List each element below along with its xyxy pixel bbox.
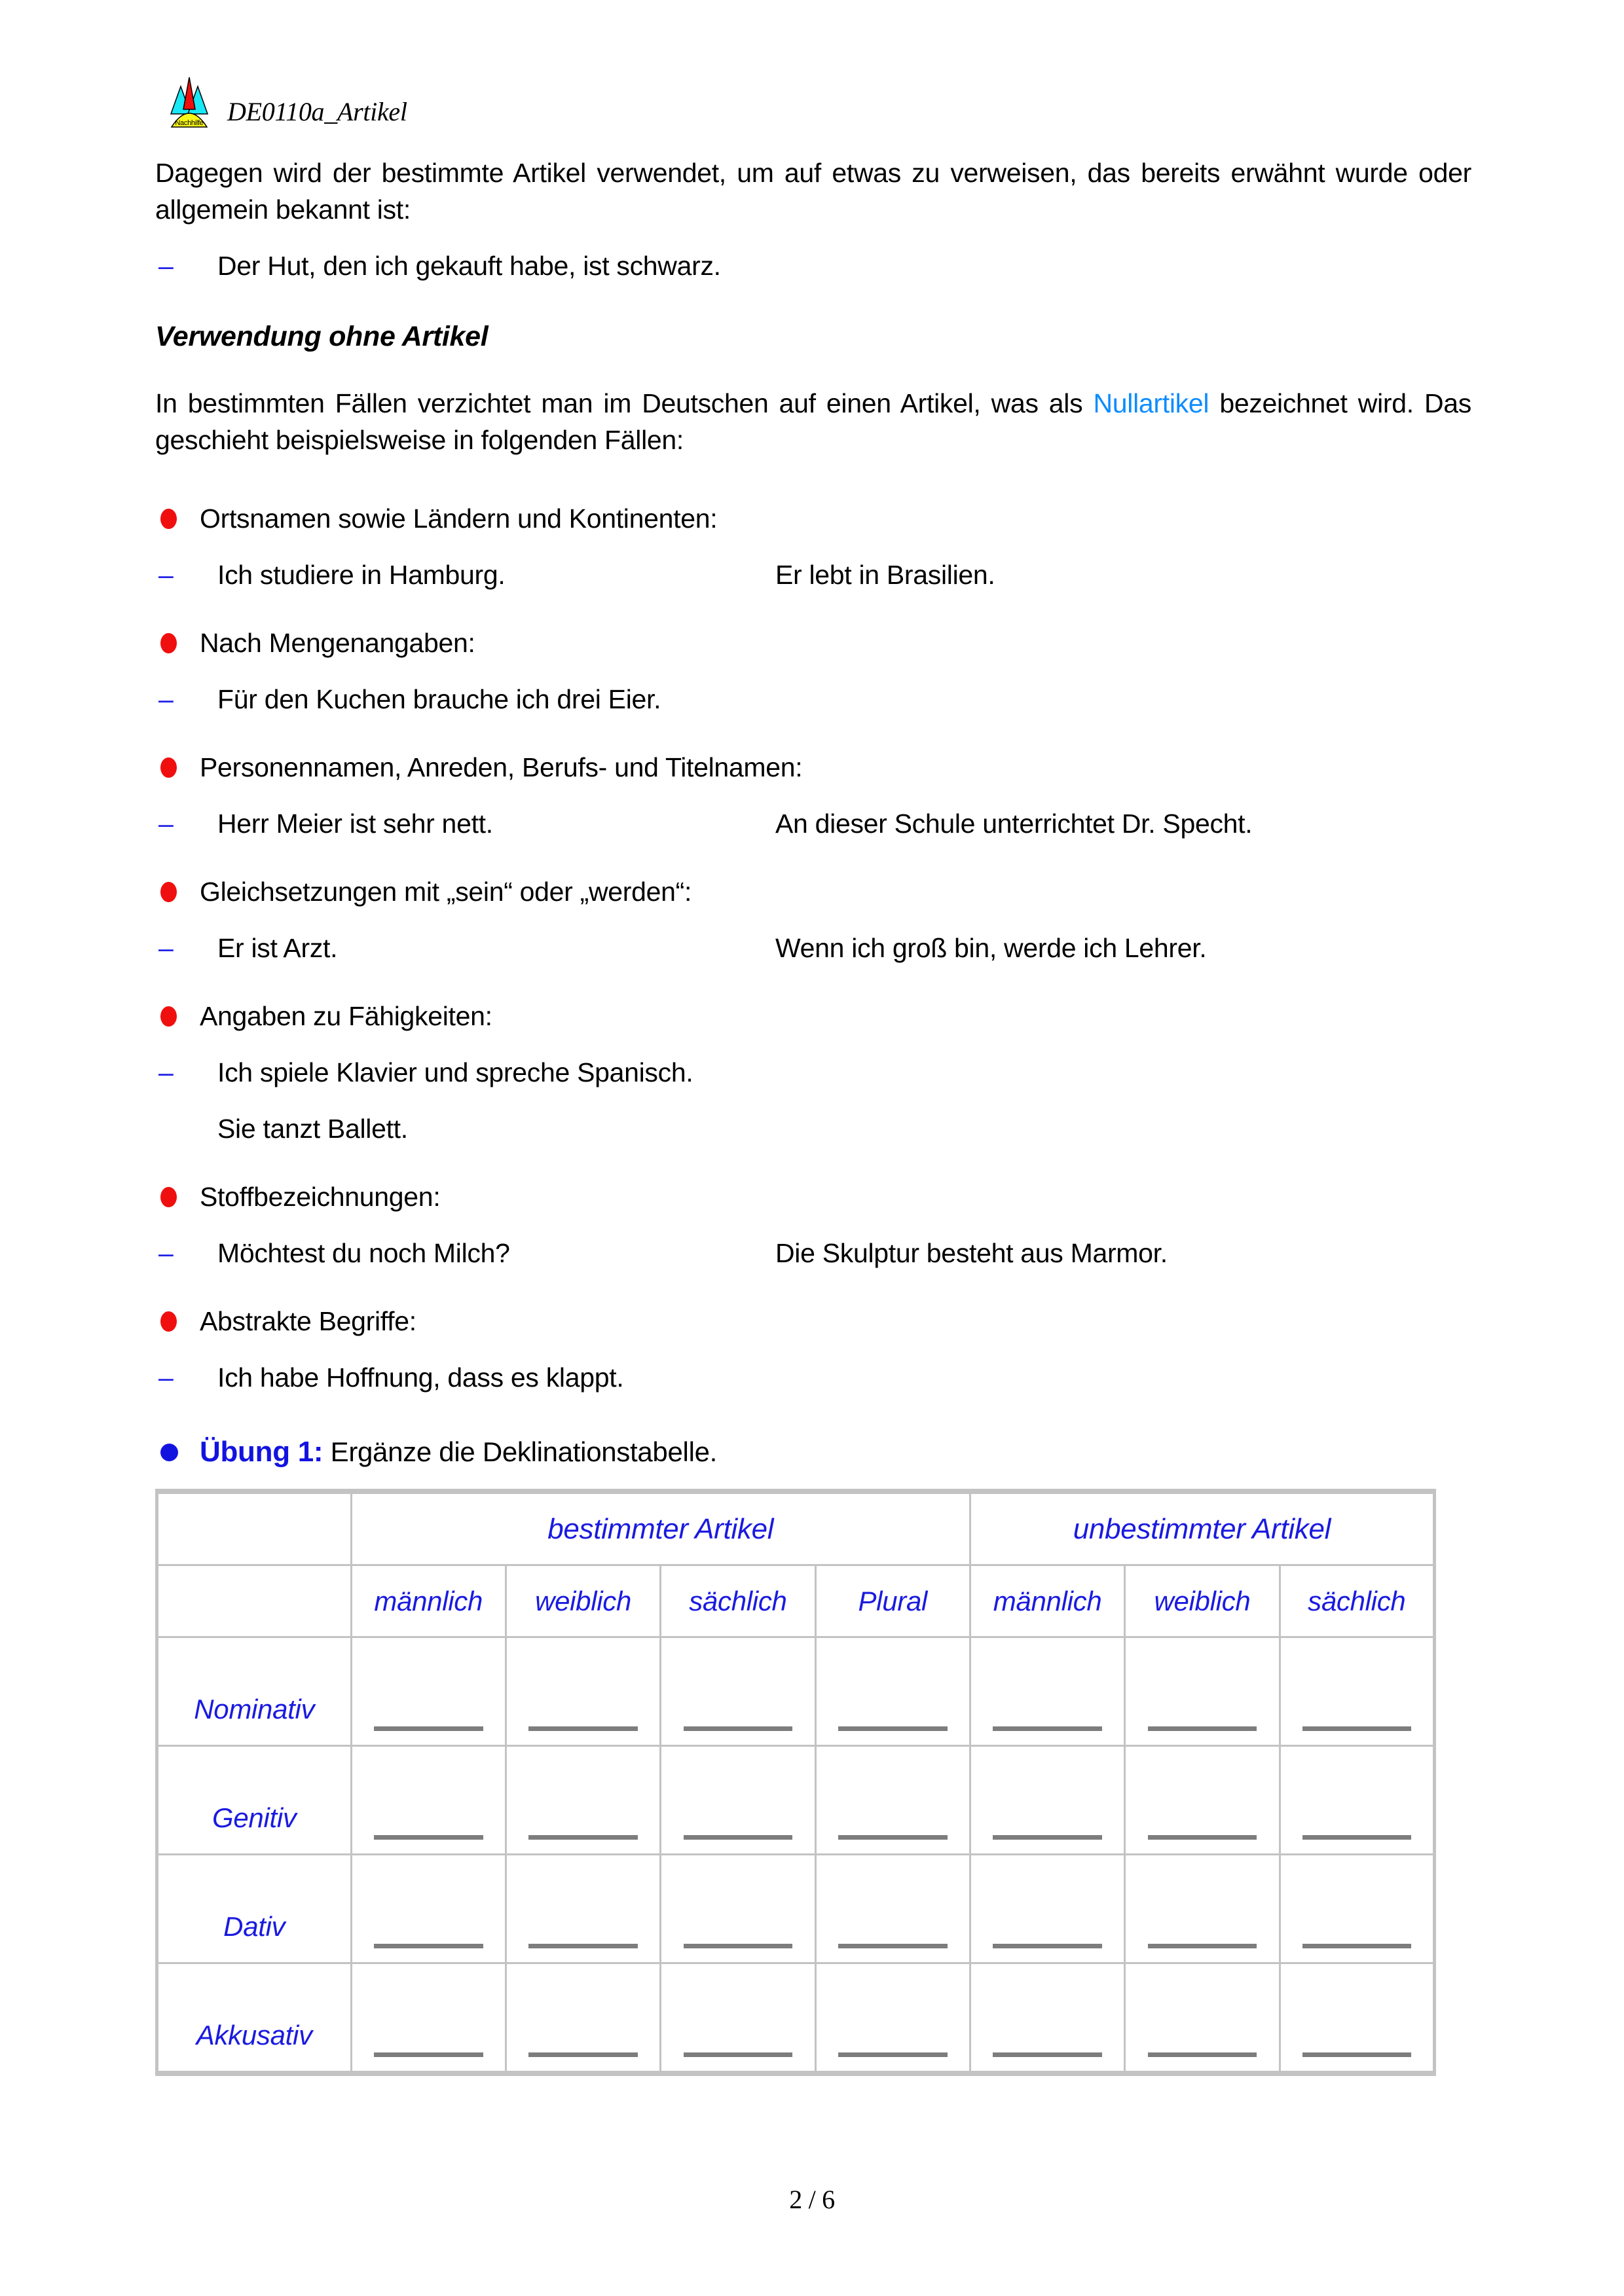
row-header-akkusativ: Akkusativ <box>157 1963 352 2074</box>
fill-in-cell <box>1125 1746 1280 1855</box>
example-text-left: Ich spiele Klavier und spreche Spanisch. <box>217 1057 693 1087</box>
blank-line <box>528 2052 638 2057</box>
example-text-left: Ich studiere in Hamburg. <box>217 560 506 590</box>
fill-in-cell <box>506 1963 660 2074</box>
example-line <box>155 556 1471 593</box>
document-code: DE0110a_Artikel <box>227 97 407 126</box>
dash-icon: – <box>158 1362 174 1393</box>
bullet-icon <box>160 1444 178 1461</box>
blank-line <box>838 1944 948 1948</box>
example-line <box>155 1110 1471 1147</box>
exercise-instruction: Ergänze die Deklinationstabelle. <box>323 1436 718 1467</box>
fill-in-cell <box>970 1637 1124 1746</box>
example-line <box>155 681 1471 718</box>
blank-line <box>1302 1944 1411 1948</box>
blank-line <box>528 1835 638 1840</box>
blank-line <box>1148 2052 1257 2057</box>
fill-in-cell <box>351 1963 506 2074</box>
example-line <box>155 1054 1471 1091</box>
bullet-item <box>155 1178 1471 1215</box>
fill-in-cell <box>815 1855 970 1963</box>
blank-line <box>838 2052 948 2057</box>
bullet-icon <box>160 882 177 902</box>
declension-table <box>155 1489 1436 2076</box>
fill-in-cell <box>661 1963 815 2074</box>
exercise-label: Übung 1: <box>200 1436 323 1468</box>
fill-in-cell <box>1280 1855 1434 1963</box>
example-text-right: Wenn ich groß bin, werde ich Lehrer. <box>775 933 1207 963</box>
fill-in-cell <box>661 1746 815 1855</box>
blank-line <box>374 2052 483 2057</box>
bullet-label: Gleichsetzungen mit „sein“ oder „werden“: <box>200 877 692 907</box>
bullet-label: Stoffbezeichnungen: <box>200 1182 441 1212</box>
fill-in-cell <box>506 1637 660 1746</box>
table-row <box>157 1855 1435 1963</box>
blank-line <box>993 2052 1102 2057</box>
bullet-icon <box>160 633 177 653</box>
table-row <box>157 1746 1435 1855</box>
example-text-left: Für den Kuchen brauche ich drei Eier. <box>217 684 661 714</box>
blank-line <box>1302 1726 1411 1731</box>
blank-line <box>1302 1835 1411 1840</box>
example-text-right: Er lebt in Brasilien. <box>775 560 995 590</box>
page-number: 2 / 6 <box>789 2185 835 2214</box>
blank-line <box>1148 1944 1257 1948</box>
bullet-icon <box>160 1187 177 1207</box>
fill-in-cell <box>506 1746 660 1855</box>
blank-line <box>993 1835 1102 1840</box>
table-row <box>157 1963 1435 2074</box>
example-text-left: Sie tanzt Ballett. <box>217 1114 408 1144</box>
fill-in-cell <box>1125 1855 1280 1963</box>
blank-line <box>838 1835 948 1840</box>
fill-in-cell <box>661 1855 815 1963</box>
fill-in-cell <box>661 1637 815 1746</box>
blank-line <box>1148 1835 1257 1840</box>
example-line <box>155 1235 1471 1271</box>
fill-in-cell <box>1280 1963 1434 2074</box>
intro-paragraph: Dagegen wird der bestimmte Artikel verwendet, um auf etwas zu verweisen, das bereits erwähnt wurde oder allgemein bekannt ist: <box>155 158 1471 225</box>
column-header: männlich <box>970 1565 1124 1637</box>
section-intro-after: bezeichnet wird. Das geschieht beispielsweise in folgenden Fällen: <box>155 388 1471 455</box>
blank-line <box>684 1726 793 1731</box>
section-intro-paragraph <box>155 385 1471 458</box>
blank-line <box>1302 2052 1411 2057</box>
column-header: weiblich <box>1125 1565 1280 1637</box>
bullet-label: Ortsnamen sowie Ländern und Kontinenten: <box>200 503 718 534</box>
blank-line <box>993 1944 1102 1948</box>
example-line <box>155 930 1471 966</box>
blank-line <box>528 1726 638 1731</box>
page-content <box>155 0 1471 2076</box>
column-header: Plural <box>815 1565 970 1637</box>
bullet-label: Nach Mengenangaben: <box>200 628 475 658</box>
bullet-item <box>155 998 1471 1034</box>
fill-in-cell <box>970 1855 1124 1963</box>
fill-in-cell <box>1125 1637 1280 1746</box>
section-heading: Verwendung ohne Artikel <box>155 321 489 352</box>
fill-in-cell <box>970 1963 1124 2074</box>
fill-in-cell <box>815 1746 970 1855</box>
fill-in-cell <box>351 1637 506 1746</box>
example-line <box>155 805 1471 842</box>
group-header-unbestimmter: unbestimmter Artikel <box>970 1491 1434 1565</box>
bullet-icon <box>160 1311 177 1332</box>
group-header-bestimmter: bestimmter Artikel <box>351 1491 970 1565</box>
bullet-item <box>155 500 1471 537</box>
bullet-label: Abstrakte Begriffe: <box>200 1306 416 1336</box>
fill-in-cell <box>1280 1637 1434 1746</box>
example-line <box>155 1359 1471 1396</box>
blank-line <box>528 1944 638 1948</box>
column-header: sächlich <box>661 1565 815 1637</box>
table-corner-cell <box>157 1491 352 1565</box>
dash-icon: – <box>158 684 174 714</box>
blank-line <box>684 2052 793 2057</box>
example-text-left: Herr Meier ist sehr nett. <box>217 809 493 839</box>
bullet-label: Personennamen, Anreden, Berufs- und Titelnamen: <box>200 752 803 782</box>
bullet-icon <box>160 757 177 778</box>
example-text-left: Ich habe Hoffnung, dass es klappt. <box>217 1362 624 1393</box>
bullet-label: Angaben zu Fähigkeiten: <box>200 1001 492 1031</box>
blank-line <box>684 1835 793 1840</box>
dash-icon: – <box>158 809 174 839</box>
row-header-nominativ: Nominativ <box>157 1637 352 1746</box>
dash-icon: – <box>158 560 174 590</box>
blank-line <box>374 1726 483 1731</box>
example-text-left: Möchtest du noch Milch? <box>217 1238 510 1268</box>
blank-line <box>684 1944 793 1948</box>
page-header <box>155 73 1471 131</box>
fill-in-cell <box>1280 1746 1434 1855</box>
bullet-item <box>155 625 1471 661</box>
fill-in-cell <box>1125 1963 1280 2074</box>
blank-line <box>374 1835 483 1840</box>
table-corner-cell <box>157 1565 352 1637</box>
example-text: Der Hut, den ich gekauft habe, ist schwarz. <box>217 251 721 281</box>
blank-line <box>838 1726 948 1731</box>
dash-icon: – <box>158 1057 174 1087</box>
bullet-item <box>155 749 1471 786</box>
blank-line <box>993 1726 1102 1731</box>
example-text-right: Die Skulptur besteht aus Marmor. <box>775 1238 1168 1268</box>
bullet-icon <box>160 509 177 529</box>
fill-in-cell <box>815 1637 970 1746</box>
blank-line <box>374 1944 483 1948</box>
dash-icon: – <box>158 251 174 281</box>
nachhilfe-logo-icon <box>170 73 209 129</box>
fill-in-cell <box>815 1963 970 2074</box>
fill-in-cell <box>351 1746 506 1855</box>
row-header-dativ: Dativ <box>157 1855 352 1963</box>
logo-text: Nachhilfe <box>175 119 204 127</box>
example-text-left: Er ist Arzt. <box>217 933 338 963</box>
column-header: weiblich <box>506 1565 660 1637</box>
nullartikel-link[interactable]: Nullartikel <box>1093 388 1209 418</box>
section-intro-before: In bestimmten Fällen verzichtet man im Deutschen auf einen Artikel, was als <box>155 388 1094 418</box>
exercise-line <box>155 1434 1471 1470</box>
table-row <box>157 1637 1435 1746</box>
fill-in-cell <box>351 1855 506 1963</box>
bullet-item <box>155 873 1471 910</box>
dash-icon: – <box>158 933 174 963</box>
example-text-right: An dieser Schule unterrichtet Dr. Specht. <box>775 809 1253 839</box>
column-header: männlich <box>351 1565 506 1637</box>
blank-line <box>1148 1726 1257 1731</box>
row-header-genitiv: Genitiv <box>157 1746 352 1855</box>
fill-in-cell <box>506 1855 660 1963</box>
fill-in-cell <box>970 1746 1124 1855</box>
bullet-item <box>155 1303 1471 1339</box>
bullet-icon <box>160 1006 177 1027</box>
dash-icon: – <box>158 1238 174 1268</box>
column-header: sächlich <box>1280 1565 1434 1637</box>
intro-example-line <box>155 247 1471 284</box>
